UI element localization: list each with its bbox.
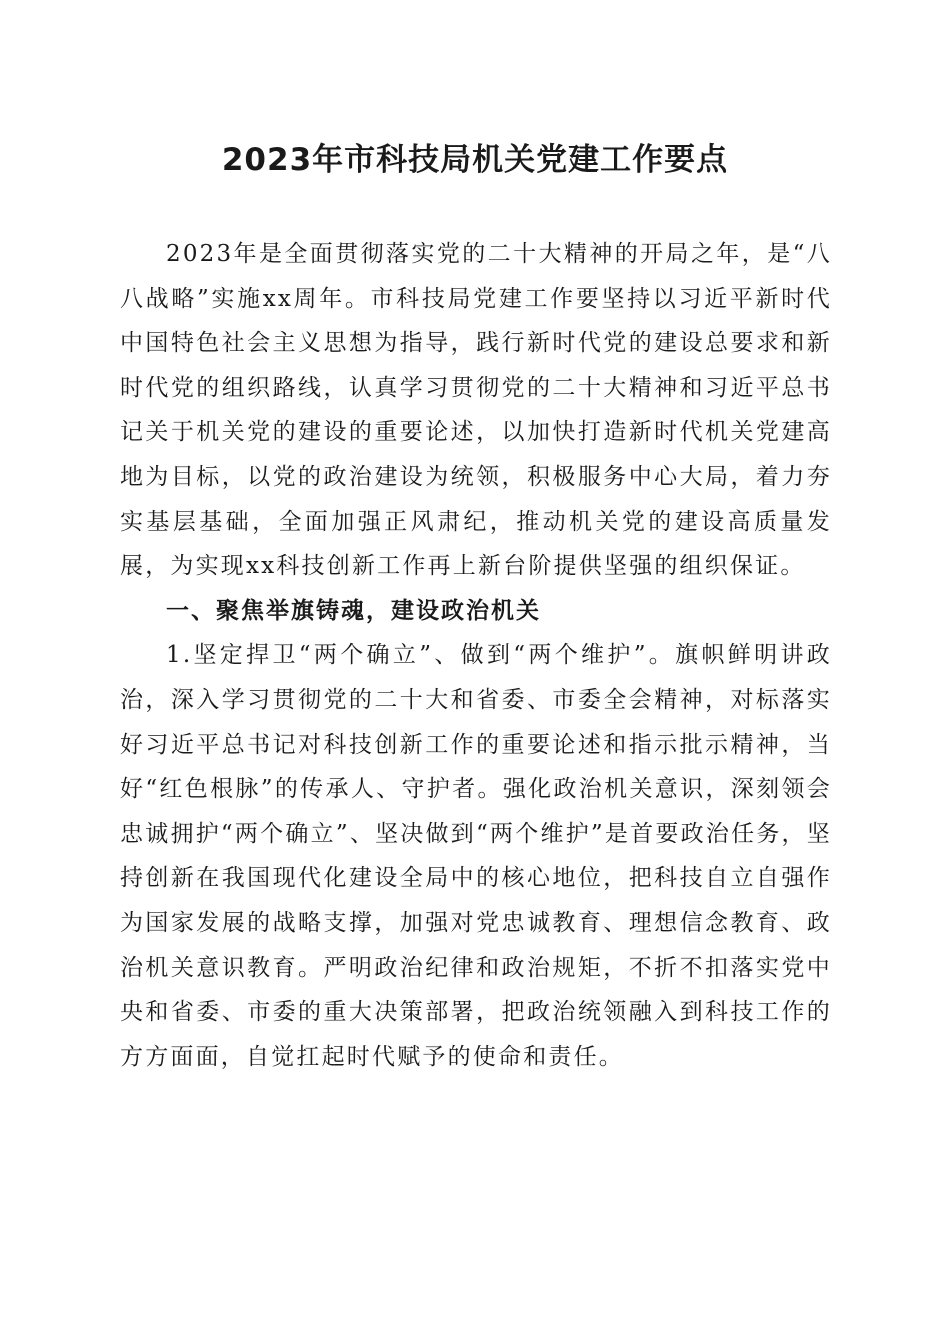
section-paragraph: 1.坚定捍卫“两个确立”、做到“两个维护”。旗帜鲜明讲政治，深入学习贯彻党的二十大和省委、市委全会精神，对标落实好习近平总书记对科技创新工作的重要论述和指示批示精神，当好“红色根脉”的传承人、守护者。强化政治机关意识，深刻领会忠诚拥护“两个确立”、坚决做到“两个维护”是首要政治任务，坚持创新在我国现代化建设全局中的核心地位，把科技自立自强作为国家发展的战略支撑，加强对党忠诚教育、理想信念教育、政治机关意识教育。严明政治纪律和政治规矩，不折不扣落实党中央和省委、市委的重大决策部署，把政治统领融入到科技工作的方方面面，自觉扛起时代赋予的使命和责任。 [120,642,832,1070]
document-title: 2023年市科技局机关党建工作要点 [221,142,729,178]
section-heading: 一、聚焦举旗铸魂，建设政治机关 [166,597,541,624]
document-body [120,232,832,1079]
intro-paragraph: 2023年是全面贯彻落实党的二十大精神的开局之年，是“八八战略”实施xx周年。市科技局党建工作要坚持以习近平新时代中国特色社会主义思想为指导，践行新时代党的建设总要求和新时代党的组织路线，认真学习贯彻党的二十大精神和习近平总书记关于机关党的建设的重要论述，以加快打造新时代机关党建高地为目标，以党的政治建设为统领，积极服务中心大局，着力夯实基层基础，全面加强正风肃纪，推动机关党的建设高质量发展，为实现xx科技创新工作再上新台阶提供坚强的组织保证。 [120,241,832,580]
